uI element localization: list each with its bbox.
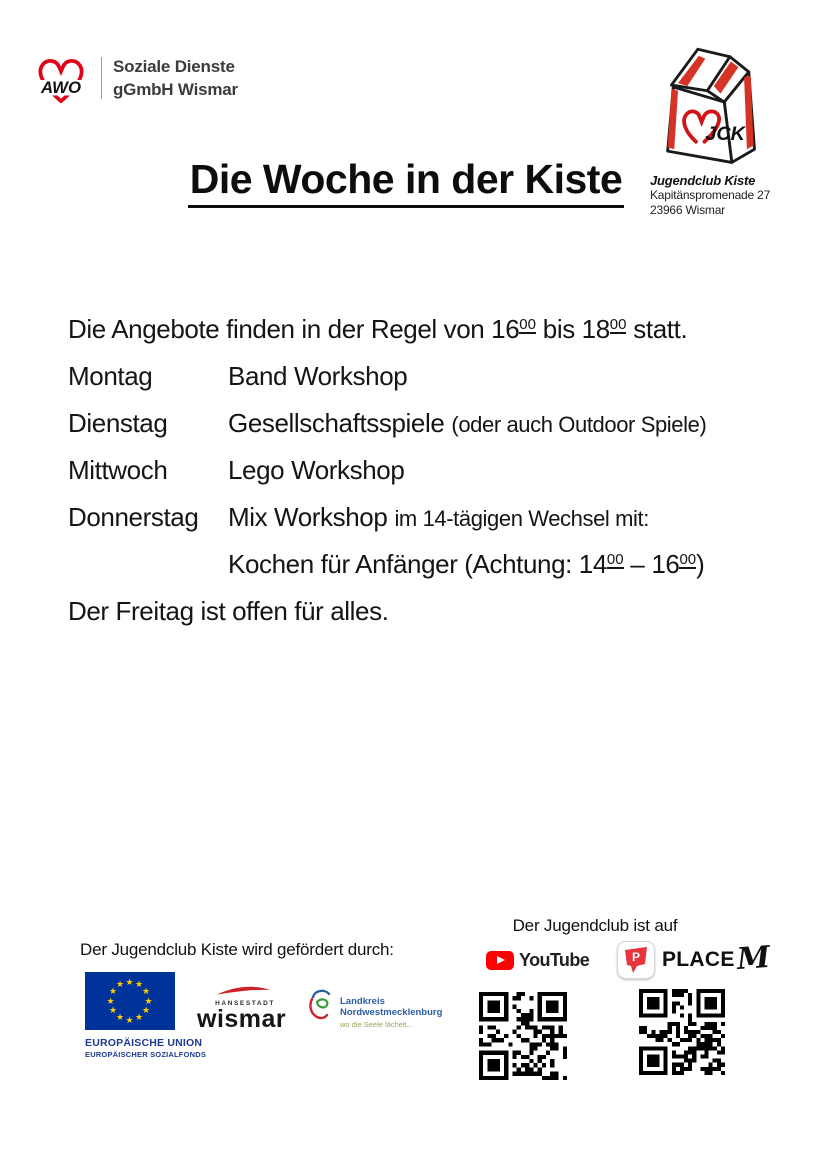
activity-label: Lego Workshop [228, 455, 405, 485]
awo-line2: gGmbH Wismar [113, 79, 238, 99]
intro-sup-2: 00 [609, 316, 627, 333]
page-title: Die Woche in der Kiste [188, 156, 625, 208]
qr-code-left [479, 992, 567, 1080]
youtube-play-icon [486, 951, 514, 970]
jck-logo [660, 36, 764, 170]
eu-caption-2: EUROPÄISCHER SOZIALFONDS [85, 1050, 207, 1059]
placem-app-icon [617, 941, 655, 979]
intro-sup-1: 00 [519, 316, 536, 333]
schedule-row-kochen [68, 549, 778, 579]
schedule-row-dienstag [68, 408, 778, 438]
schedule-row-mittwoch [68, 455, 778, 485]
intro-mid: bis 18 [535, 314, 610, 344]
activity-label: Gesellschaftsspiele [228, 408, 445, 438]
jck-street: Kapitänspromenade 27 [650, 188, 771, 202]
placem-m-glyph: M [735, 939, 771, 977]
day-label: Donnerstag [68, 502, 199, 532]
awo-logo-divider [101, 57, 102, 99]
eu-logo [85, 972, 206, 1059]
day-label: Dienstag [68, 408, 168, 438]
wismar-logo [197, 983, 287, 1033]
day-label: Montag [68, 361, 153, 391]
schedule-intro [68, 314, 778, 344]
schedule-row-donnerstag [68, 502, 778, 532]
weekly-schedule [68, 314, 778, 643]
intro-pre: Die Angebote finden in der Regel von 16 [68, 314, 520, 344]
social-label: Der Jugendclub ist auf [512, 916, 678, 935]
intro-post: statt. [626, 314, 688, 344]
landkreis-line-2: Nordwestmecklenburg [340, 1007, 443, 1018]
eu-flag-icon: ★ ★ ★ ★ ★ ★ ★ ★ ★ ★ ★ ★ [85, 972, 175, 1030]
jck-monogram: JCK [705, 122, 746, 145]
activity-label: Mix Workshop [228, 502, 388, 532]
awo-logo-text [113, 55, 238, 101]
eu-caption-1: EUROPÄISCHE UNION [85, 1037, 203, 1049]
schedule-outro: Der Freitag ist offen für alles. [68, 596, 389, 626]
awo-acronym: AWO [41, 78, 81, 97]
landkreis-logo [308, 987, 442, 1029]
funded-by-label: Der Jugendclub Kiste wird gefördert durch: [80, 940, 394, 959]
wismar-hansestadt-label: HANSESTADT [215, 1000, 275, 1007]
wismar-swoosh-icon [217, 984, 271, 996]
landkreis-line-1: Landkreis [340, 996, 385, 1007]
day-label: Mittwoch [68, 455, 168, 485]
placem-p-letter: P [632, 950, 641, 964]
jck-city: 23966 Wismar [650, 203, 725, 217]
placem-logo [617, 941, 770, 979]
kochen-pre: Kochen für Anfänger (Achtung: 14 [228, 549, 607, 579]
placem-label: PLACE [662, 948, 735, 971]
kochen-mid: – 16 [623, 549, 680, 579]
awo-line1: Soziale Dienste [113, 56, 235, 76]
schedule-row-montag [68, 361, 778, 391]
activity-label: Band Workshop [228, 361, 408, 391]
awo-logo [30, 50, 238, 105]
activity-note: im 14-tägigen Wechsel mit: [394, 506, 649, 531]
kochen-sup-2: 00 [679, 551, 697, 568]
landkreis-text [340, 987, 442, 1029]
kochen-post: ) [696, 549, 705, 579]
qr-code-right [639, 989, 725, 1075]
jck-name: Jugendclub Kiste [650, 173, 756, 188]
youtube-logo [486, 950, 589, 971]
landkreis-emblem-icon [308, 987, 334, 1021]
kochen-sup-1: 00 [606, 551, 624, 568]
landkreis-tagline: wo die Seele lächelt... [340, 1020, 413, 1029]
title-wrap [0, 156, 812, 208]
awo-heart-icon [30, 50, 92, 105]
activity-note: (oder auch Outdoor Spiele) [451, 412, 707, 437]
youtube-label: YouTube [519, 950, 590, 970]
wismar-name-label: wismar [197, 1005, 287, 1033]
